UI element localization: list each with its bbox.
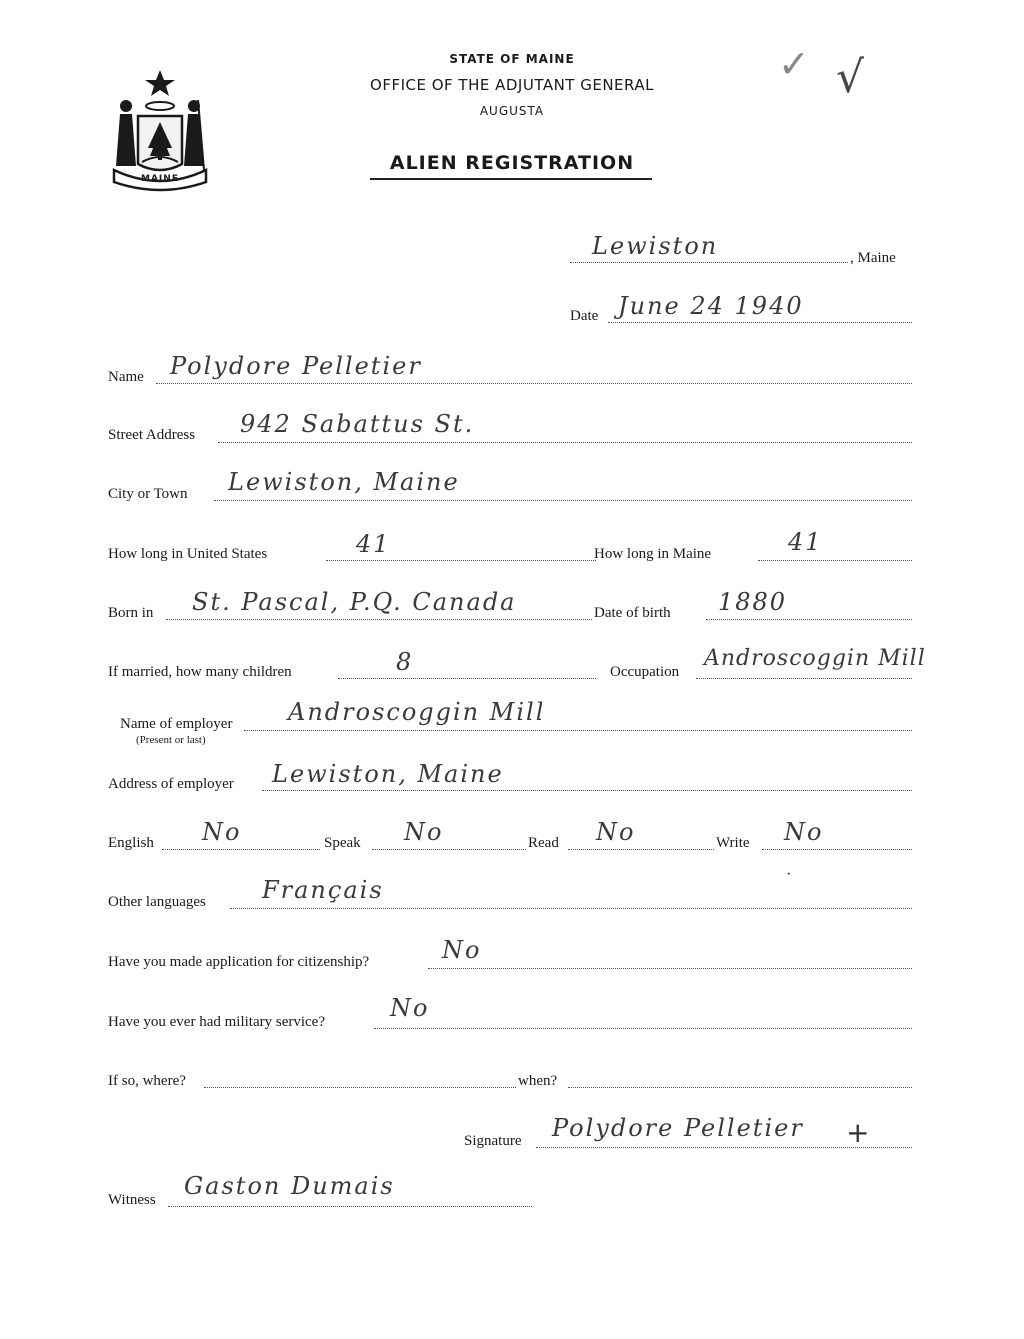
employer-name-line [244, 730, 912, 731]
employer-name-sublabel: (Present or last) [136, 734, 206, 746]
title-underline [370, 178, 652, 180]
military-value: No [390, 994, 430, 1022]
city-or-town-line [214, 500, 912, 501]
write-value: No [784, 818, 824, 846]
how-long-us-label: How long in United States [108, 546, 268, 562]
write-line [762, 849, 912, 850]
date-value: June 24 1940 [618, 292, 804, 320]
header-state: STATE OF MAINE [449, 52, 575, 66]
occupation-line [696, 678, 912, 679]
speak-line [372, 849, 526, 850]
how-long-maine-value: 41 [788, 528, 823, 556]
citizenship-label: Have you made application for citizenship? [108, 954, 370, 970]
english-label: English [108, 835, 154, 851]
date-line [608, 322, 912, 323]
ink-dot: · [786, 866, 792, 883]
date-of-birth-line [706, 619, 912, 620]
how-long-us-value: 41 [356, 530, 391, 558]
witness-value: Gaston Dumais [184, 1172, 395, 1200]
header-city: AUGUSTA [479, 104, 545, 118]
date-label: Date [570, 308, 599, 324]
occupation-value: Androscoggin Mill [704, 646, 926, 671]
if-so-where-label: If so, where? [108, 1073, 186, 1089]
date-of-birth-label: Date of birth [594, 605, 671, 621]
city-or-town-label: City or Town [108, 486, 188, 502]
english-line [162, 849, 320, 850]
street-address-line [218, 442, 912, 443]
town-line [570, 262, 848, 263]
street-address-value: 942 Sabattus St. [240, 410, 475, 438]
when-label: when? [518, 1073, 558, 1089]
employer-name-value: Androscoggin Mill [288, 698, 546, 726]
street-address-label: Street Address [108, 427, 196, 443]
other-languages-label: Other languages [108, 894, 206, 910]
signature-cross-mark: + [846, 1116, 870, 1149]
military-label: Have you ever had military service? [108, 1014, 325, 1030]
speak-label: Speak [324, 835, 361, 851]
how-long-maine-label: How long in Maine [594, 546, 712, 562]
form-title: ALIEN REGISTRATION [389, 152, 635, 174]
employer-name-label: Name of employer [120, 716, 233, 732]
employer-address-label: Address of employer [108, 776, 234, 792]
date-of-birth-value: 1880 [718, 588, 788, 616]
town-value: Lewiston [592, 232, 719, 260]
signature-value: Polydore Pelletier [552, 1114, 804, 1142]
children-label: If married, how many children [108, 664, 292, 680]
read-line [568, 849, 714, 850]
born-in-value: St. Pascal, P.Q. Canada [192, 588, 517, 616]
city-or-town-value: Lewiston, Maine [228, 468, 460, 496]
name-label: Name [108, 369, 144, 385]
other-languages-value: Français [262, 876, 384, 904]
read-value: No [596, 818, 636, 846]
seal-banner-text: MAINE [141, 174, 179, 184]
name-line [156, 383, 912, 384]
name-value: Polydore Pelletier [170, 352, 422, 380]
employer-address-value: Lewiston, Maine [272, 760, 504, 788]
if-so-where-line [204, 1087, 516, 1088]
born-in-label: Born in [108, 605, 154, 621]
speak-value: No [404, 818, 444, 846]
signature-label: Signature [464, 1133, 522, 1149]
occupation-label: Occupation [610, 664, 680, 680]
english-value: No [202, 818, 242, 846]
check-mark: √ [836, 52, 865, 103]
check-mark-faint: ✓ [778, 42, 810, 86]
children-value: 8 [396, 648, 414, 676]
how-long-maine-line [758, 560, 912, 561]
citizenship-value: No [442, 936, 482, 964]
military-line [374, 1028, 912, 1029]
read-label: Read [528, 835, 559, 851]
maine-label: , Maine [850, 250, 896, 266]
employer-address-line [262, 790, 912, 791]
when-line [568, 1087, 912, 1088]
children-line [338, 678, 596, 679]
header-office: OFFICE OF THE ADJUTANT GENERAL [370, 76, 654, 94]
witness-label: Witness [108, 1192, 156, 1208]
citizenship-line [428, 968, 912, 969]
how-long-us-line [326, 560, 596, 561]
witness-line [168, 1206, 532, 1207]
born-in-line [166, 619, 592, 620]
other-languages-line [230, 908, 912, 909]
write-label: Write [716, 835, 750, 851]
